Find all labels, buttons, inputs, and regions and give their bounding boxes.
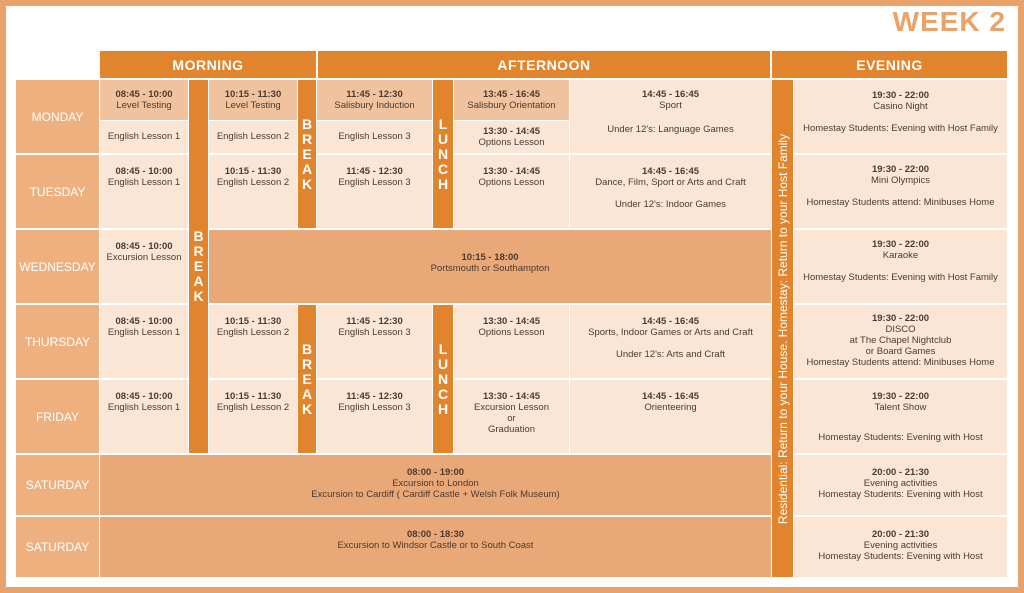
cell-text: Orienteering	[644, 402, 697, 413]
cell-time: 11:45 - 12:30	[346, 89, 403, 100]
cell-text: Homestay Students: Evening with Host	[818, 432, 983, 443]
cell-time: 19:30 - 22:00	[871, 313, 930, 324]
thu-evening	[794, 305, 1007, 378]
residential-text: Residential: Return to your House. Homestay: Return to your Host Family	[775, 133, 790, 524]
fri-afternoon-2	[454, 380, 569, 453]
lunch-letter: L	[438, 115, 448, 132]
cell-text: English Lesson 3	[338, 327, 411, 338]
break-letter: B	[301, 115, 313, 132]
cell-time: 08:45 - 10:00	[115, 316, 173, 327]
cell-time: 19:30 - 22:00	[871, 164, 930, 175]
cell-text: Level Testing	[225, 100, 281, 111]
tue-afternoon-1	[317, 155, 432, 228]
header-afternoon: AFTERNOON	[318, 51, 770, 78]
mon-morning-2b	[209, 121, 297, 153]
cell-text: Casino Night	[873, 101, 928, 112]
day-monday: MONDAY	[16, 80, 99, 153]
cell-time: 13:45 - 16:45	[482, 89, 541, 100]
lunch-letter: U	[437, 130, 449, 147]
cell-text: Dance, Film, Sport or Arts and Craft	[595, 177, 746, 188]
tue-afternoon-2	[454, 155, 569, 228]
wed-excursion	[209, 230, 771, 303]
cell-text: English Lesson 1	[107, 327, 181, 338]
cell-time: 14:45 - 16:45	[641, 166, 700, 177]
fri-morning-2	[209, 380, 297, 453]
cell-text: Karaoke	[882, 250, 919, 261]
sat2-evening	[794, 517, 1007, 577]
fri-afternoon-1	[317, 380, 432, 453]
cell-text: DISCO	[885, 324, 916, 335]
sat1-evening	[794, 455, 1007, 515]
break-letter: K	[301, 400, 313, 417]
cell-text: English Lesson 2	[216, 131, 290, 142]
cell-time: 11:45 - 12:30	[346, 391, 403, 402]
sat2-excursion	[100, 517, 771, 577]
tue-afternoon-3	[570, 155, 771, 228]
mon-afternoon-1b	[317, 121, 432, 153]
cell-text: Sport	[659, 100, 682, 111]
fri-evening	[794, 380, 1007, 453]
mon-morning-2	[209, 80, 297, 120]
cell-text: Options Lesson	[478, 137, 545, 148]
mon-evening	[794, 80, 1007, 153]
cell-text: Portsmouth or Southampton	[430, 263, 550, 274]
cell-text: Homestay Students attend: Minibuses Home	[806, 357, 995, 368]
cell-text: English Lesson 2	[216, 402, 290, 413]
cell-time: 14:45 - 16:45	[641, 316, 700, 327]
cell-time: 10:15 - 11:30	[224, 391, 282, 402]
lunch-letter: U	[437, 355, 449, 372]
cell-text: Graduation	[487, 424, 535, 435]
cell-time: 08:45 - 10:00	[115, 391, 173, 402]
cell-time: 14:45 - 16:45	[641, 89, 700, 100]
break-letter: E	[193, 258, 204, 274]
cell-time: 08:00 - 19:00	[406, 467, 465, 478]
break-letter: R	[193, 243, 204, 259]
day-thursday: THURSDAY	[16, 305, 99, 378]
mon-afternoon-2b	[454, 121, 569, 153]
cell-time: 10:15 - 18:00	[461, 252, 519, 263]
lunch-letter: H	[437, 400, 449, 417]
header-evening: EVENING	[772, 51, 1007, 78]
wed-evening	[794, 230, 1007, 303]
cell-text: Excursion to Cardiff ( Cardiff Castle + Welsh Folk Museum)	[311, 489, 560, 500]
cell-text: Homestay Students: Evening with Host Family	[803, 123, 998, 134]
cell-time: 08:00 - 18:30	[406, 529, 465, 540]
break-bar-main	[189, 80, 208, 453]
mon-morning-1	[100, 80, 188, 120]
cell-text: Homestay Students attend: Minibuses Home	[806, 197, 995, 208]
cell-text: Level Testing	[116, 100, 172, 111]
cell-text: Sports, Indoor Games or Arts and Craft	[588, 327, 753, 338]
lunch-bar-thu-fri	[433, 305, 453, 453]
day-saturday-2: SATURDAY	[16, 517, 99, 577]
cell-time: 14:45 - 16:45	[641, 391, 700, 402]
cell-text: Options Lesson	[478, 327, 545, 338]
cell-text: Excursion to Windsor Castle or to South Coast	[337, 540, 534, 551]
break-letter: K	[301, 175, 313, 192]
thu-morning-1	[100, 305, 188, 378]
cell-time: 10:15 - 11:30	[224, 89, 282, 100]
break-letter: A	[301, 385, 313, 402]
lunch-letter: C	[437, 160, 449, 177]
lunch-letter: N	[437, 145, 449, 162]
cell-text: English Lesson 3	[338, 177, 411, 188]
cell-time: 10:15 - 11:30	[224, 316, 282, 327]
break-letter: E	[302, 370, 312, 387]
thu-afternoon-2	[454, 305, 569, 378]
cell-text: Excursion Lesson	[106, 252, 182, 263]
cell-text: Talent Show	[874, 402, 927, 413]
week-title: WEEK 2	[892, 6, 1006, 37]
thu-afternoon-1	[317, 305, 432, 378]
day-wednesday: WEDNESDAY	[16, 230, 99, 303]
cell-text: or	[507, 413, 516, 424]
cell-time: 08:45 - 10:00	[115, 166, 173, 177]
cell-time: 19:30 - 22:00	[871, 90, 930, 101]
cell-text: at The Chapel Nightclub	[849, 335, 952, 346]
lunch-letter: H	[437, 175, 449, 192]
lunch-bar-mon-tue	[433, 80, 453, 228]
cell-time: 13:30 - 14:45	[482, 166, 541, 177]
cell-time: 10:15 - 11:30	[224, 166, 282, 177]
cell-time: 08:45 - 10:00	[115, 241, 173, 252]
lunch-letter: L	[438, 340, 448, 357]
break-letter: R	[301, 130, 313, 147]
cell-text: or Board Games	[865, 346, 936, 357]
cell-text: English Lesson 2	[216, 327, 290, 338]
cell-time: 13:30 - 14:45	[482, 391, 541, 402]
cell-text: Homestay Students: Evening with Host	[818, 489, 983, 500]
day-tuesday: TUESDAY	[16, 155, 99, 228]
cell-text: Homestay Students: Evening with Host Family	[803, 272, 998, 283]
break-letter: K	[193, 288, 204, 304]
cell-text: Salisbury Orientation	[467, 100, 556, 111]
wed-morning-1	[100, 230, 188, 303]
thu-afternoon-3	[570, 305, 771, 378]
cell-time: 13:30 - 14:45	[482, 126, 541, 137]
cell-text: English Lesson 1	[107, 177, 181, 188]
sat1-excursion	[100, 455, 771, 515]
header-morning: MORNING	[100, 51, 316, 78]
cell-text: English Lesson 3	[338, 402, 411, 413]
cell-time: 19:30 - 22:00	[871, 391, 930, 402]
mon-morning-1b	[100, 121, 188, 153]
cell-time: 20:00 - 21:30	[871, 529, 930, 540]
cell-text: Excursion to London	[392, 478, 479, 489]
fri-afternoon-3	[570, 380, 771, 453]
break-letter: B	[193, 228, 204, 244]
break-letter: A	[193, 273, 204, 289]
fri-morning-1	[100, 380, 188, 453]
cell-text: English Lesson 3	[338, 131, 411, 142]
thu-morning-2	[209, 305, 297, 378]
residential-bar	[772, 80, 793, 577]
tue-morning-2	[209, 155, 297, 228]
cell-text: Evening activities	[863, 478, 938, 489]
cell-text: Excursion Lesson	[474, 402, 549, 413]
break-bar-mon-tue	[298, 80, 316, 228]
mon-afternoon-2	[454, 80, 569, 120]
cell-text: Under 12's: Indoor Games	[614, 199, 727, 210]
cell-text: English Lesson 1	[107, 131, 181, 142]
day-friday: FRIDAY	[16, 380, 99, 453]
mon-afternoon-1	[317, 80, 432, 120]
break-bar-thu-fri	[298, 305, 316, 453]
cell-text: English Lesson 1	[107, 402, 181, 413]
cell-text: Salisbury Induction	[334, 100, 415, 111]
break-letter: B	[301, 340, 313, 357]
cell-text: Under 12's: Arts and Craft	[615, 349, 725, 360]
cell-text: Homestay Students: Evening with Host	[818, 551, 983, 562]
cell-text: Under 12's: Language Games	[607, 124, 734, 135]
lunch-letter: N	[437, 370, 449, 387]
cell-text: Mini Olympics	[870, 175, 931, 186]
day-saturday-1: SATURDAY	[16, 455, 99, 515]
cell-text: English Lesson 2	[216, 177, 290, 188]
tue-morning-1	[100, 155, 188, 228]
break-letter: R	[301, 355, 313, 372]
cell-text: Evening activities	[863, 540, 938, 551]
mon-afternoon-3	[570, 80, 771, 153]
cell-time: 11:45 - 12:30	[346, 166, 403, 177]
cell-time: 19:30 - 22:00	[871, 239, 930, 250]
cell-text: Options Lesson	[478, 177, 545, 188]
cell-time: 20:00 - 21:30	[871, 467, 930, 478]
break-letter: A	[301, 160, 313, 177]
tue-evening	[794, 155, 1007, 228]
lunch-letter: C	[437, 385, 449, 402]
cell-time: 11:45 - 12:30	[346, 316, 403, 327]
break-letter: E	[302, 145, 312, 162]
cell-time: 13:30 - 14:45	[482, 316, 541, 327]
cell-time: 08:45 - 10:00	[115, 89, 173, 100]
